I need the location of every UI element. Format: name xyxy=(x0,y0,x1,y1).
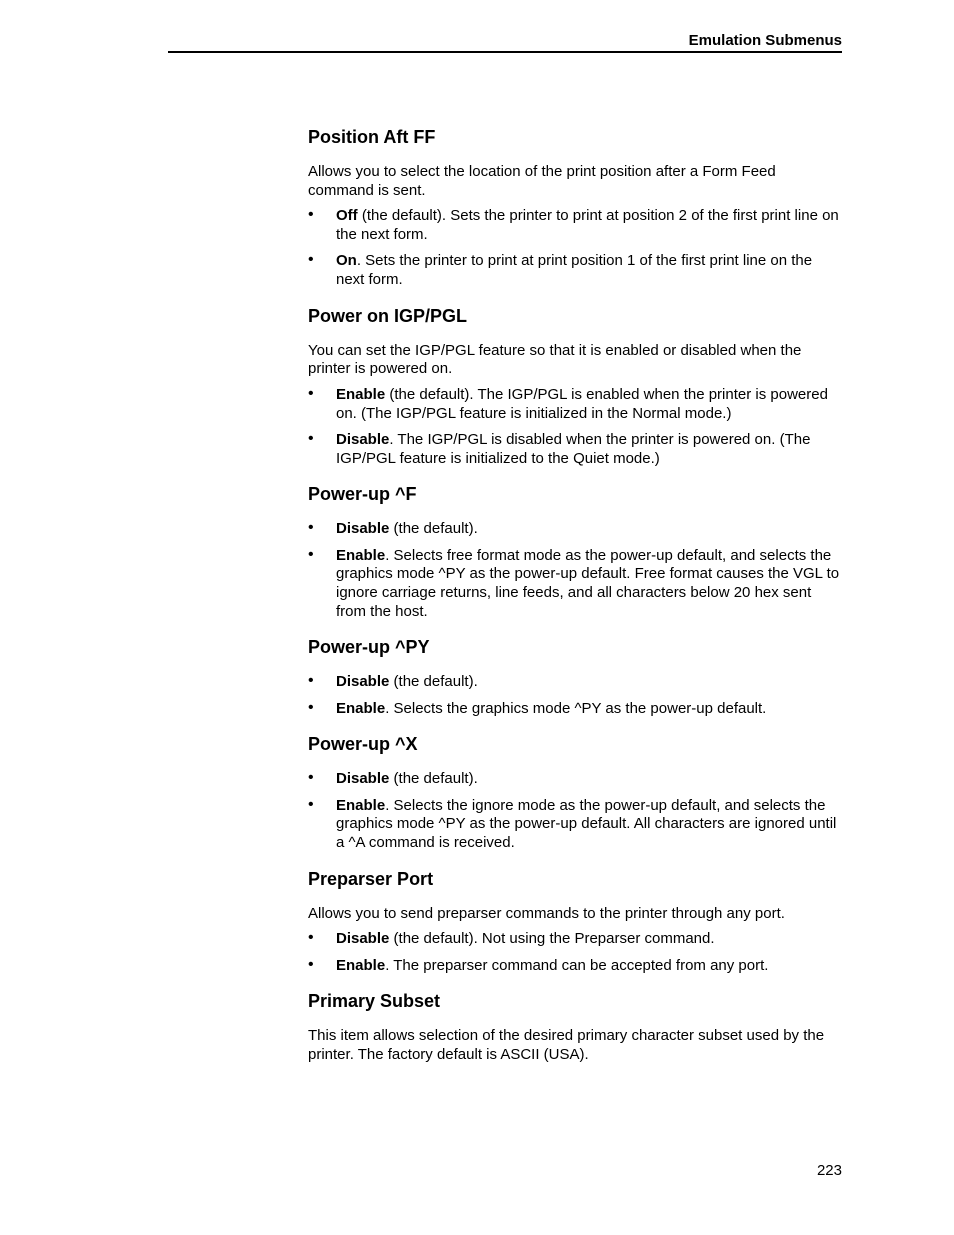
section xyxy=(308,305,844,469)
list-item xyxy=(308,930,844,949)
bullet-icon: • xyxy=(308,929,314,947)
section-heading: Position Aft FF xyxy=(308,127,436,147)
bullet-icon: • xyxy=(308,519,314,537)
option-term: Off xyxy=(336,207,358,225)
section-intro: Allows you to select the location of the print position after a Form Feed command is sent. xyxy=(308,163,776,199)
option-description: . Sets the printer to print at print position 1 of the first print line on the next form. xyxy=(336,252,813,289)
option-term: Disable xyxy=(336,930,390,948)
page-number: 223 xyxy=(816,1162,842,1179)
option-list xyxy=(308,673,844,718)
list-item xyxy=(308,770,844,789)
list-item xyxy=(308,431,844,468)
running-header-title: Emulation Submenus xyxy=(688,32,842,49)
bullet-icon: • xyxy=(308,795,314,813)
option-term: Disable xyxy=(336,770,390,788)
option-list xyxy=(308,386,844,468)
option-description: (the default). Sets the printer to print at position 2 of the first print line on the next form. xyxy=(336,207,839,244)
list-item xyxy=(308,673,844,692)
option-description: (the default). xyxy=(389,770,478,788)
option-term: On xyxy=(336,252,357,270)
section xyxy=(308,636,844,718)
option-list xyxy=(308,520,844,621)
option-list xyxy=(308,207,844,289)
list-item xyxy=(308,957,844,976)
section-heading: Power-up ^X xyxy=(308,734,418,755)
bullet-icon: • xyxy=(308,698,314,716)
bullet-icon: • xyxy=(308,769,314,787)
option-term: Disable xyxy=(336,673,390,691)
section-heading: Power on IGP/PGL xyxy=(308,305,468,326)
section xyxy=(308,733,844,852)
option-term: Enable xyxy=(336,956,386,974)
option-description: . Selects the graphics mode ^PY as the power-up default. xyxy=(385,699,767,717)
option-description: . The IGP/PGL is disabled when the printer is powered on. (The IGP/PGL feature is initialized to the Quiet mode.) xyxy=(336,431,811,467)
list-item xyxy=(308,252,844,289)
section-intro: Allows you to send preparser commands to the printer through any port. xyxy=(308,904,785,922)
bullet-icon: • xyxy=(308,430,314,448)
section-intro: This item allows selection of the desired primary character subset used by the printer. The factory default is ASCII (USA). xyxy=(308,1027,825,1063)
option-term: Enable xyxy=(336,699,386,717)
option-list xyxy=(308,770,844,852)
section xyxy=(308,126,844,290)
page-content xyxy=(308,126,844,1080)
option-term: Enable xyxy=(336,796,386,814)
option-description: . The preparser command can be accepted from any port. xyxy=(385,956,769,974)
list-item xyxy=(308,386,844,423)
option-term: Disable xyxy=(336,431,390,449)
option-term: Enable xyxy=(336,386,386,404)
list-item xyxy=(308,207,844,244)
list-item xyxy=(308,547,844,622)
option-description: (the default). The IGP/PGL is enabled when the printer is powered on. (The IGP/PGL feature is initialized in the Normal mode.) xyxy=(336,386,828,422)
section xyxy=(308,483,844,621)
running-header xyxy=(168,32,842,53)
bullet-icon: • xyxy=(308,955,314,973)
section-heading: Preparser Port xyxy=(308,868,434,889)
section xyxy=(308,990,844,1064)
option-description: (the default). xyxy=(389,673,478,691)
bullet-icon: • xyxy=(308,385,314,403)
bullet-icon: • xyxy=(308,672,314,690)
option-term: Disable xyxy=(336,520,390,538)
bullet-icon: • xyxy=(308,251,314,269)
option-description: . Selects the ignore mode as the power-up default, and selects the graphics mode ^PY as the power-up default. All characters are ignored until a ^A command is received. xyxy=(336,796,837,851)
section-intro: You can set the IGP/PGL feature so that it is enabled or disabled when the printer is powered on. xyxy=(308,341,802,378)
list-item xyxy=(308,520,844,539)
section-heading: Power-up ^PY xyxy=(308,637,430,658)
option-term: Enable xyxy=(336,546,386,564)
section-heading: Power-up ^F xyxy=(308,484,417,505)
section xyxy=(308,868,844,976)
bullet-icon: • xyxy=(308,545,314,563)
list-item xyxy=(308,700,844,719)
option-description: (the default). xyxy=(389,520,478,538)
option-description: (the default). Not using the Preparser command. xyxy=(389,930,715,948)
bullet-icon: • xyxy=(308,206,314,224)
list-item xyxy=(308,797,844,853)
option-list xyxy=(308,930,844,975)
option-description: . Selects free format mode as the power-up default, and selects the graphics mode ^PY as the power-up default. Free format causes the VGL to ignore carriage returns, line feeds, and all characters below 20 hex sent from the host. xyxy=(336,546,840,620)
section-heading: Primary Subset xyxy=(308,991,441,1012)
